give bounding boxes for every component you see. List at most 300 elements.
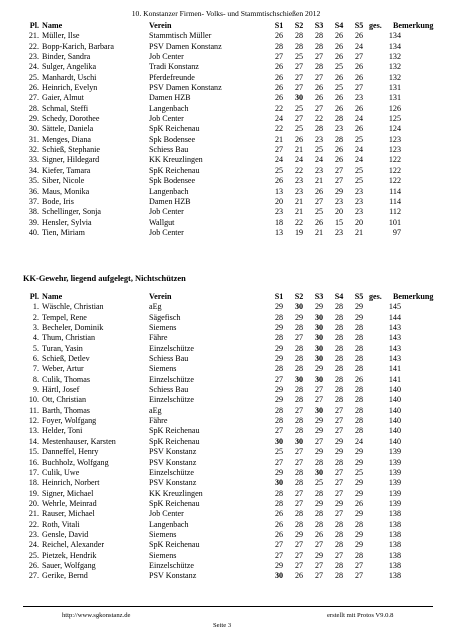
score-s1: 26 [274, 72, 284, 82]
table-row [23, 323, 445, 333]
rank: 22. [28, 41, 39, 51]
rank: 1. [32, 302, 39, 312]
rank: 12. [28, 416, 39, 426]
rank: 27. [28, 93, 39, 103]
shooter-name: Mestenhauser, Karsten [42, 436, 116, 446]
score-s2: 30 [294, 374, 304, 384]
rank: 36. [28, 186, 39, 196]
table-row [23, 478, 445, 488]
score-s4: 27 [334, 467, 344, 477]
score-s4: 26 [334, 31, 344, 41]
score-s1: 26 [274, 519, 284, 529]
table-row [23, 499, 445, 509]
column-header-pl: Pl. [29, 292, 39, 301]
score-s1: 28 [274, 333, 284, 343]
rank: 14. [28, 436, 39, 446]
total-score: 140 [388, 405, 401, 415]
table-row [23, 395, 445, 405]
score-s1: 27 [274, 457, 284, 467]
total-score: 134 [388, 31, 401, 41]
club: PSV Damen Konstanz [149, 83, 222, 93]
score-s1: 30 [274, 571, 284, 581]
score-s5: 28 [354, 405, 364, 415]
total-score: 144 [388, 312, 401, 322]
score-s3: 27 [314, 571, 324, 581]
score-s2: 28 [294, 426, 304, 436]
score-s2: 27 [294, 447, 304, 457]
score-s1: 23 [274, 207, 284, 217]
table-row [23, 385, 445, 395]
shooter-name: Tien, Miriam [42, 227, 85, 237]
table-row [23, 93, 445, 103]
shooter-name: Sauer, Wolfgang [42, 560, 96, 570]
total-score: 140 [388, 385, 401, 395]
score-s1: 13 [274, 227, 284, 237]
shooter-name: Barth, Thomas [42, 405, 90, 415]
score-s4: 26 [334, 103, 344, 113]
shooter-name: Helder, Toni [42, 426, 83, 436]
score-s3: 29 [314, 498, 324, 508]
club: PSV Damen Konstanz [149, 41, 222, 51]
table-row [23, 375, 445, 385]
total-score: 125 [388, 114, 401, 124]
score-s5: 29 [354, 509, 364, 519]
footer-url[interactable]: http://www.sgkonstanz.de [62, 612, 131, 619]
score-s3: 30 [314, 333, 324, 343]
rank: 7. [32, 364, 39, 374]
score-s1: 24 [274, 155, 284, 165]
total-score: 123 [388, 134, 401, 144]
score-s4: 29 [334, 186, 344, 196]
score-s2: 28 [294, 323, 304, 333]
score-s5: 27 [354, 571, 364, 581]
table-header [23, 292, 445, 302]
club: SpK Reichenau [149, 540, 200, 550]
score-s4: 27 [334, 165, 344, 175]
score-s2: 23 [294, 186, 304, 196]
total-score: 138 [388, 519, 401, 529]
score-s3: 21 [314, 227, 324, 237]
score-s5: 26 [354, 72, 364, 82]
club: Wallgut [149, 217, 175, 227]
club: Job Center [149, 509, 184, 519]
score-s4: 26 [334, 52, 344, 62]
total-score: 122 [388, 165, 401, 175]
shooter-name: Schieß, Stephanie [42, 145, 100, 155]
club: Fähre [149, 416, 168, 426]
score-s1: 26 [274, 529, 284, 539]
club: PSV Konstanz [149, 571, 197, 581]
score-s3: 26 [314, 217, 324, 227]
score-s4: 28 [334, 323, 344, 333]
score-s3: 30 [314, 312, 324, 322]
score-s1: 27 [274, 550, 284, 560]
shooter-name: Gaier, Almut [42, 93, 84, 103]
score-s3: 27 [314, 540, 324, 550]
total-score: 101 [388, 217, 401, 227]
club: Schiess Bau [149, 385, 189, 395]
score-s5: 28 [354, 333, 364, 343]
club: SpK Reichenau [149, 165, 200, 175]
total-score: 139 [388, 478, 401, 488]
score-s2: 28 [294, 354, 304, 364]
rank: 21. [28, 31, 39, 41]
column-header-pl: Pl. [29, 21, 39, 30]
table-row [23, 468, 445, 478]
total-score: 123 [388, 145, 401, 155]
club: aEg [149, 302, 162, 312]
total-score: 139 [388, 488, 401, 498]
total-score: 124 [388, 124, 401, 134]
club: Siemens [149, 323, 177, 333]
score-s5: 29 [354, 447, 364, 457]
score-s5: 29 [354, 457, 364, 467]
score-s4: 28 [334, 364, 344, 374]
column-header-s3: S3 [314, 292, 324, 301]
club: Spk Bodensee [149, 134, 196, 144]
total-score: 138 [388, 550, 401, 560]
score-s1: 29 [274, 560, 284, 570]
total-score: 143 [388, 333, 401, 343]
club: Einzelschütze [149, 343, 194, 353]
rank: 18. [28, 478, 39, 488]
total-score: 134 [388, 41, 401, 51]
column-header-name: Name [42, 21, 63, 30]
column-header-s5: S5 [354, 21, 364, 30]
total-score: 122 [388, 176, 401, 186]
page-header: 10. Konstanzer Firmen- Volks- und Stammtischschießen 2012 [131, 9, 321, 18]
score-s3: 28 [314, 509, 324, 519]
score-s5: 28 [354, 385, 364, 395]
score-s5: 23 [354, 207, 364, 217]
club: PSV Konstanz [149, 447, 197, 457]
score-s4: 29 [334, 436, 344, 446]
club: Langenbach [149, 186, 189, 196]
shooter-name: Pietzek, Hendrik [42, 550, 97, 560]
rank: 24. [28, 540, 39, 550]
total-score: 145 [388, 302, 401, 312]
score-s2: 24 [294, 155, 304, 165]
total-score: 140 [388, 436, 401, 446]
table-row [23, 426, 445, 436]
club: Job Center [149, 207, 184, 217]
score-s5: 26 [354, 31, 364, 41]
total-score: 122 [388, 155, 401, 165]
club: Damen HZB [149, 93, 191, 103]
total-score: 138 [388, 540, 401, 550]
score-s2: 27 [294, 550, 304, 560]
total-score: 112 [389, 207, 401, 217]
score-s4: 28 [334, 395, 344, 405]
shooter-name: Maus, Monika [42, 186, 90, 196]
table-row [23, 302, 445, 312]
score-s3: 27 [314, 395, 324, 405]
total-score: 114 [389, 186, 401, 196]
score-s4: 28 [334, 560, 344, 570]
score-s5: 28 [354, 354, 364, 364]
score-s5: 23 [354, 93, 364, 103]
rank: 19. [28, 488, 39, 498]
score-s3: 30 [314, 467, 324, 477]
shooter-name: Culik, Uwe [42, 467, 80, 477]
rank: 38. [28, 207, 39, 217]
score-s2: 28 [294, 385, 304, 395]
table-row [23, 104, 445, 114]
score-s4: 28 [334, 540, 344, 550]
shooter-name: Culik, Thomas [42, 374, 90, 384]
rank: 22. [28, 519, 39, 529]
shooter-name: Heinrich, Evelyn [42, 83, 98, 93]
club: Siemens [149, 529, 177, 539]
club: Einzelschütze [149, 374, 194, 384]
total-score: 143 [388, 343, 401, 353]
score-s4: 28 [334, 302, 344, 312]
score-s3: 28 [314, 488, 324, 498]
club: Stammtisch Müller [149, 31, 212, 41]
score-s3: 27 [314, 560, 324, 570]
rank: 26. [28, 560, 39, 570]
shooter-name: Becheler, Dominik [42, 323, 104, 333]
score-s3: 27 [314, 385, 324, 395]
score-s3: 28 [314, 41, 324, 51]
score-s5: 27 [354, 560, 364, 570]
club: Damen HZB [149, 196, 191, 206]
shooter-name: Gerike, Bernd [42, 571, 88, 581]
total-score: 97 [392, 227, 401, 237]
score-s1: 26 [274, 83, 284, 93]
table-row [23, 344, 445, 354]
club: PSV Konstanz [149, 457, 197, 467]
score-s3: 24 [314, 155, 324, 165]
rank: 10. [28, 395, 39, 405]
score-s1: 29 [274, 343, 284, 353]
score-s2: 25 [294, 124, 304, 134]
score-s4: 28 [334, 571, 344, 581]
column-header-s1: S1 [274, 292, 284, 301]
score-s5: 25 [354, 176, 364, 186]
score-s5: 29 [354, 540, 364, 550]
score-s4: 23 [334, 227, 344, 237]
score-s2: 28 [294, 395, 304, 405]
score-s3: 25 [314, 478, 324, 488]
total-score: 138 [388, 529, 401, 539]
score-s1: 28 [274, 498, 284, 508]
score-s1: 28 [274, 416, 284, 426]
score-s3: 28 [314, 31, 324, 41]
shooter-name: Tempel, Rene [42, 312, 87, 322]
score-s3: 30 [314, 374, 324, 384]
rank: 32. [28, 145, 39, 155]
rank: 15. [28, 447, 39, 457]
score-s5: 27 [354, 52, 364, 62]
score-s3: 27 [314, 72, 324, 82]
table-row [23, 187, 445, 197]
score-s5: 24 [354, 436, 364, 446]
score-s5: 29 [354, 312, 364, 322]
club: SpK Reichenau [149, 124, 200, 134]
shooter-name: Schmal, Steffi [42, 103, 89, 113]
club: Sägefisch [149, 312, 181, 322]
rank: 13. [28, 426, 39, 436]
column-header-s3: S3 [314, 21, 324, 30]
total-score: 141 [388, 364, 401, 374]
score-s5: 24 [354, 145, 364, 155]
score-s5: 26 [354, 498, 364, 508]
score-s3: 30 [314, 354, 324, 364]
club: SpK Reichenau [149, 436, 200, 446]
score-s4: 26 [334, 155, 344, 165]
score-s4: 27 [334, 416, 344, 426]
score-s1: 13 [274, 186, 284, 196]
shooter-name: Signer, Hildegard [42, 155, 100, 165]
shooter-name: Siber, Nicole [42, 176, 85, 186]
score-s2: 27 [294, 333, 304, 343]
total-score: 114 [389, 196, 401, 206]
total-score: 132 [388, 52, 401, 62]
rank: 33. [28, 155, 39, 165]
score-s3: 29 [314, 447, 324, 457]
score-s3: 27 [314, 52, 324, 62]
shooter-name: Signer, Michael [42, 488, 94, 498]
score-s4: 28 [334, 457, 344, 467]
footer-software: erstellt mit Protos V9.0.8 [327, 612, 394, 619]
table-row [23, 155, 445, 165]
table-row [23, 313, 445, 323]
table-row [23, 42, 445, 52]
club: Job Center [149, 52, 184, 62]
score-s5: 28 [354, 395, 364, 405]
table-row [23, 509, 445, 519]
score-s2: 28 [294, 41, 304, 51]
score-s4: 27 [334, 509, 344, 519]
score-s1: 27 [274, 374, 284, 384]
rank: 23. [28, 52, 39, 62]
total-score: 138 [388, 509, 401, 519]
score-s1: 26 [274, 31, 284, 41]
shooter-name: Wehrle, Meinrad [42, 498, 97, 508]
column-header-bem: Bemerkung [393, 21, 434, 30]
total-score: 143 [388, 323, 401, 333]
score-s4: 28 [334, 529, 344, 539]
score-s5: 29 [354, 488, 364, 498]
score-s2: 27 [294, 72, 304, 82]
rank: 31. [28, 134, 39, 144]
table-row [23, 52, 445, 62]
table-row [23, 354, 445, 364]
score-s3: 28 [314, 124, 324, 134]
shooter-name: Schedy, Dorothee [42, 114, 100, 124]
score-s2: 27 [294, 405, 304, 415]
table-row [23, 540, 445, 550]
score-s4: 26 [334, 145, 344, 155]
score-s2: 27 [294, 457, 304, 467]
results-table-women [23, 21, 445, 238]
table-row [23, 207, 445, 217]
score-s2: 21 [294, 207, 304, 217]
shooter-name: Binder, Sandra [42, 52, 91, 62]
shooter-name: Turan, Yasin [42, 343, 83, 353]
club: Langenbach [149, 519, 189, 529]
shooter-name: Manhardt, Uschi [42, 72, 97, 82]
score-s5: 25 [354, 467, 364, 477]
score-s4: 29 [334, 447, 344, 457]
total-score: 140 [388, 395, 401, 405]
score-s1: 24 [274, 114, 284, 124]
rank: 16. [28, 457, 39, 467]
score-s5: 27 [354, 83, 364, 93]
score-s1: 30 [274, 478, 284, 488]
score-s2: 22 [294, 165, 304, 175]
total-score: 132 [388, 72, 401, 82]
score-s3: 22 [314, 114, 324, 124]
score-s1: 29 [274, 354, 284, 364]
total-score: 140 [388, 426, 401, 436]
score-s5: 24 [354, 155, 364, 165]
score-s1: 21 [274, 134, 284, 144]
score-s5: 20 [354, 217, 364, 227]
club: Langenbach [149, 103, 189, 113]
club: Einzelschütze [149, 395, 194, 405]
score-s4: 28 [334, 134, 344, 144]
total-score: 140 [388, 416, 401, 426]
score-s3: 23 [314, 134, 324, 144]
score-s2: 21 [294, 145, 304, 155]
table-row [23, 416, 445, 426]
score-s1: 25 [274, 447, 284, 457]
score-s1: 29 [274, 323, 284, 333]
score-s2: 26 [294, 571, 304, 581]
total-score: 141 [388, 374, 401, 384]
score-s4: 26 [334, 41, 344, 51]
score-s2: 30 [294, 93, 304, 103]
score-s1: 25 [274, 165, 284, 175]
shooter-name: Gensle, David [42, 529, 89, 539]
score-s2: 27 [294, 498, 304, 508]
total-score: 138 [388, 571, 401, 581]
rank: 25. [28, 550, 39, 560]
rank: 17. [28, 467, 39, 477]
score-s4: 27 [334, 550, 344, 560]
shooter-name: Schellinger, Sonja [42, 207, 102, 217]
table-row [23, 520, 445, 530]
score-s3: 30 [314, 323, 324, 333]
score-s2: 27 [294, 560, 304, 570]
column-header-verein: Verein [149, 21, 172, 30]
score-s2: 22 [294, 217, 304, 227]
score-s4: 28 [334, 374, 344, 384]
score-s2: 28 [294, 467, 304, 477]
page-number: Seite 3 [213, 622, 232, 629]
score-s2: 30 [294, 302, 304, 312]
rank: 34. [28, 165, 39, 175]
rank: 2. [32, 312, 39, 322]
table-row [23, 458, 445, 468]
club: Einzelschütze [149, 560, 194, 570]
column-header-ges: ges. [369, 21, 382, 30]
table-row [23, 489, 445, 499]
score-s2: 29 [294, 312, 304, 322]
rank: 27. [28, 571, 39, 581]
column-header-s2: S2 [294, 292, 304, 301]
table-row [23, 218, 445, 228]
score-s1: 28 [274, 312, 284, 322]
table-row [23, 176, 445, 186]
score-s3: 30 [314, 343, 324, 353]
column-header-s1: S1 [274, 21, 284, 30]
column-header-name: Name [42, 292, 63, 301]
rank: 4. [32, 333, 39, 343]
table-row [23, 571, 445, 581]
